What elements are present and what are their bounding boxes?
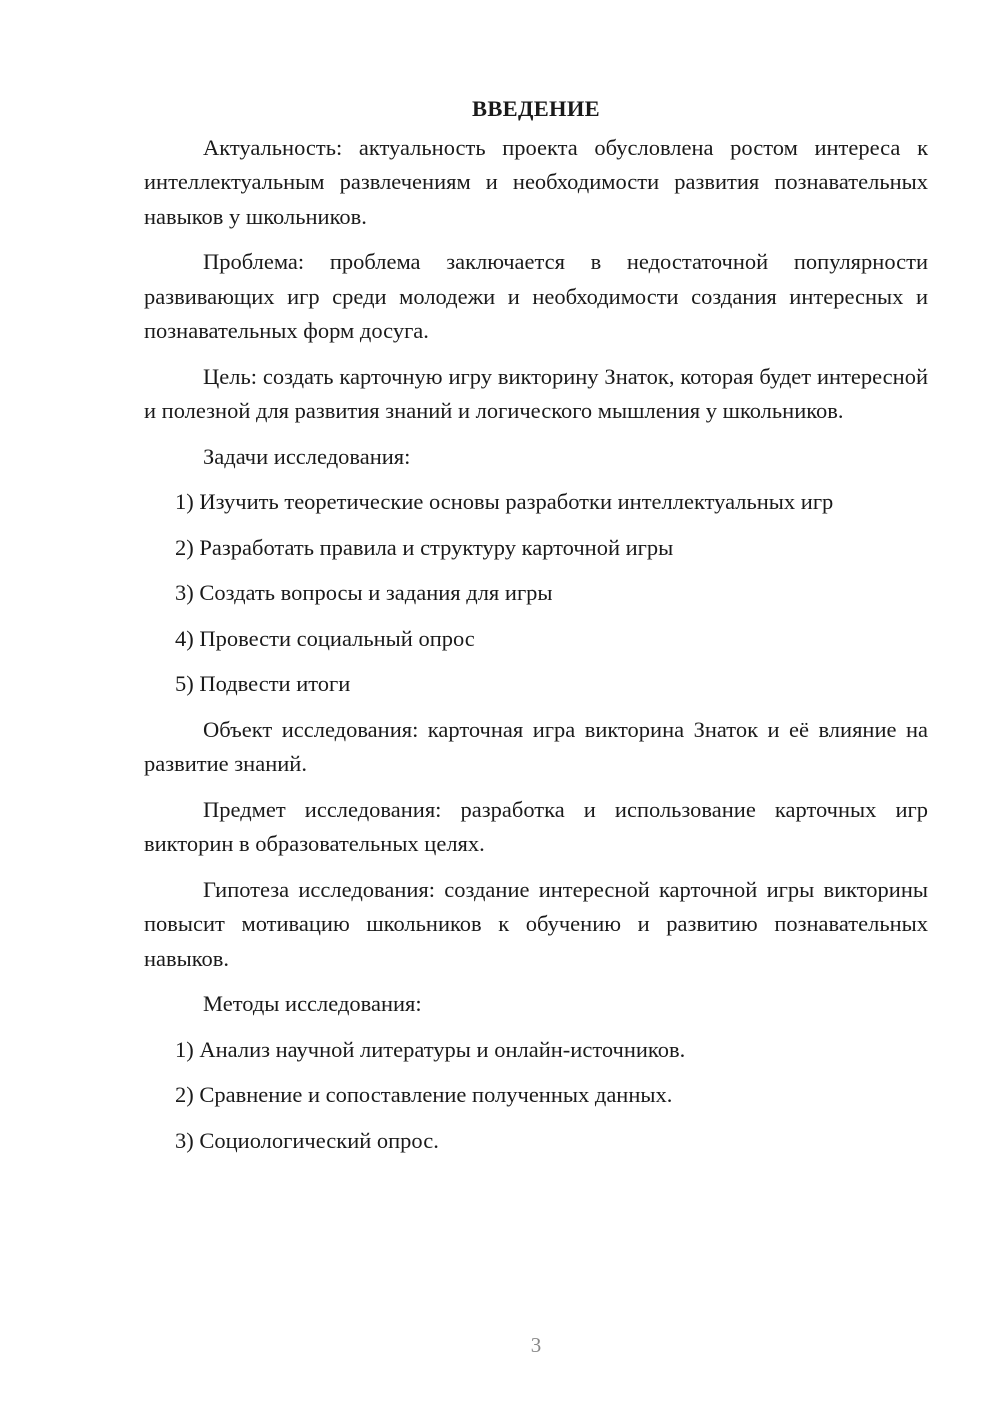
list-item: 1) Изучить теоретические основы разработки интеллектуальных игр (175, 489, 834, 514)
document-body (144, 92, 928, 1169)
section-heading: ВВЕДЕНИЕ (472, 96, 600, 121)
subject-paragraph: Предмет исследования: разработка и использование карточных игр викторин в образовательных целях. (144, 796, 928, 856)
methods-list (144, 1033, 928, 1159)
list-item: 3) Социологический опрос. (175, 1127, 439, 1153)
hypothesis-paragraph: Гипотеза исследования: создание интересной карточной игры викторины повысит мотивацию школьников к обучению и развитию познавательных навыков. (144, 876, 928, 971)
list-item: 1) Анализ научной литературы и онлайн-источников. (175, 1036, 686, 1062)
tasks-list (144, 485, 928, 702)
problem-paragraph: Проблема: проблема заключается в недостаточной популярности развивающих игр среди молодежи и необходимости создания интересных и познавательных форм досуга. (144, 249, 928, 343)
list-item: 4) Провести социальный опрос (175, 625, 475, 651)
list-item: 2) Разработать правила и структуру карточной игры (175, 534, 674, 560)
tasks-title: Задачи исследования: (203, 443, 411, 469)
list-item: 5) Подвести итоги (175, 671, 351, 696)
list-item: 2) Сравнение и сопоставление полученных данных. (175, 1082, 673, 1107)
page-number: 3 (530, 1333, 542, 1357)
relevance-paragraph: Актуальность: актуальность проекта обусловлена ростом интереса к интеллектуальным развлечениям и необходимости развития познавательных навыков у школьников. (144, 134, 928, 229)
list-item: 3) Создать вопросы и задания для игры (175, 580, 553, 605)
object-paragraph: Объект исследования: карточная игра викторина Знаток и её влияние на развитие знаний. (144, 716, 928, 776)
methods-title: Методы исследования: (203, 991, 422, 1016)
goal-paragraph: Цель: создать карточную игру викторину Знаток, которая будет интересной и полезной для развития знаний и логического мышления у школьников. (144, 363, 928, 423)
